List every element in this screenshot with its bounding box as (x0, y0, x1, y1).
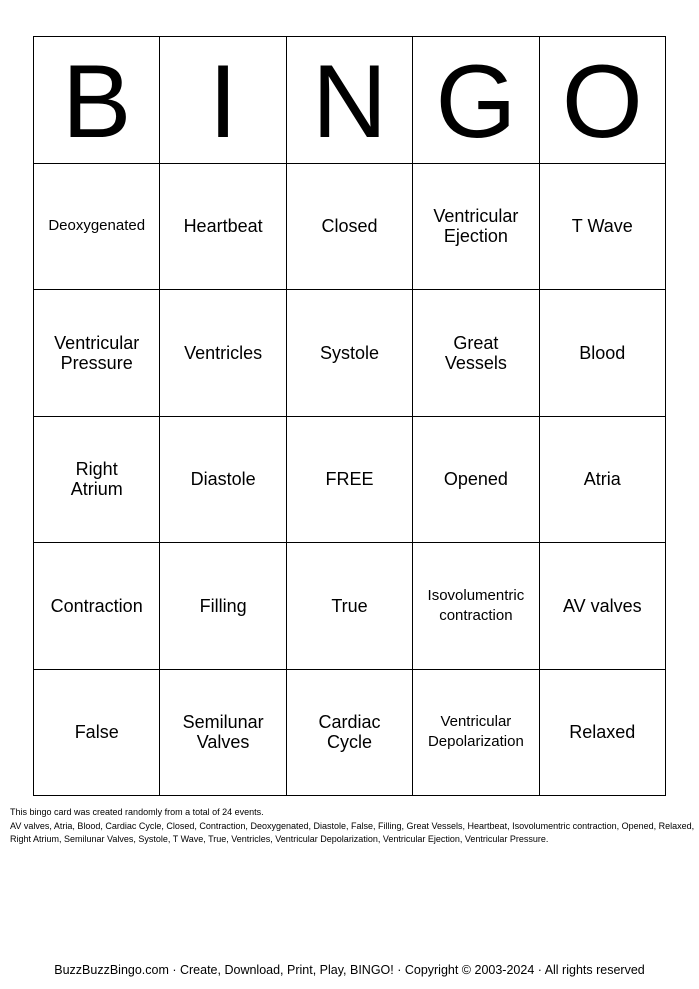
bingo-cell-r1c4: Ventricular Ejection (413, 164, 539, 291)
header-letter-i: I (160, 37, 286, 164)
bingo-cell-r3c1: Right Atrium (34, 417, 160, 544)
bingo-cell-r5c4: Ventricular Depolarization (413, 670, 539, 797)
bingo-cell-r1c2: Heartbeat (160, 164, 286, 291)
bingo-cell-r5c5: Relaxed (540, 670, 666, 797)
site-footer: BuzzBuzzBingo.com · Create, Download, Print, Play, BINGO! · Copyright © 2003-2024 · All rights reserved (54, 963, 645, 977)
bingo-cell-r5c2: Semilunar Valves (160, 670, 286, 797)
bingo-cell-r5c1: False (34, 670, 160, 797)
bingo-cell-r1c1: Deoxygenated (34, 164, 160, 291)
bingo-cell-r1c5: T Wave (540, 164, 666, 291)
bingo-cell-r4c1: Contraction (34, 543, 160, 670)
event-count-note: This bingo card was created randomly from a total of 24 events. (10, 807, 264, 817)
bingo-cell-r4c3: True (287, 543, 413, 670)
bingo-cell-r4c2: Filling (160, 543, 286, 670)
bingo-cell-r2c1: Ventricular Pressure (34, 290, 160, 417)
bingo-cell-r3c4: Opened (413, 417, 539, 544)
header-letter-b: B (34, 37, 160, 164)
bingo-cell-r2c3: Systole (287, 290, 413, 417)
bingo-cell-r2c5: Blood (540, 290, 666, 417)
bingo-card (33, 36, 666, 796)
card-footnote (10, 806, 695, 847)
bingo-cell-r4c4: Isovolumentric contraction (413, 543, 539, 670)
bingo-cell-r1c3: Closed (287, 164, 413, 291)
free-space-cell: FREE (287, 417, 413, 544)
bingo-cell-r2c4: Great Vessels (413, 290, 539, 417)
bingo-cell-r3c5: Atria (540, 417, 666, 544)
bingo-cell-r5c3: Cardiac Cycle (287, 670, 413, 797)
header-letter-g: G (413, 37, 539, 164)
bingo-cell-r2c2: Ventricles (160, 290, 286, 417)
header-letter-o: O (540, 37, 666, 164)
bingo-cell-r3c2: Diastole (160, 417, 286, 544)
event-list: AV valves, Atria, Blood, Cardiac Cycle, Closed, Contraction, Deoxygenated, Diastole, False, Filling, Great Vessels, Heartbeat, Isovolumentric contraction, Opened, Relaxed, Right Atrium, Semilunar Valves, Systole, T Wave, True, Ventricles, Ventricular Depolarization, Ventricular Ejection, Ventricular Pressure. (10, 820, 695, 844)
header-letter-n: N (287, 37, 413, 164)
bingo-cell-r4c5: AV valves (540, 543, 666, 670)
